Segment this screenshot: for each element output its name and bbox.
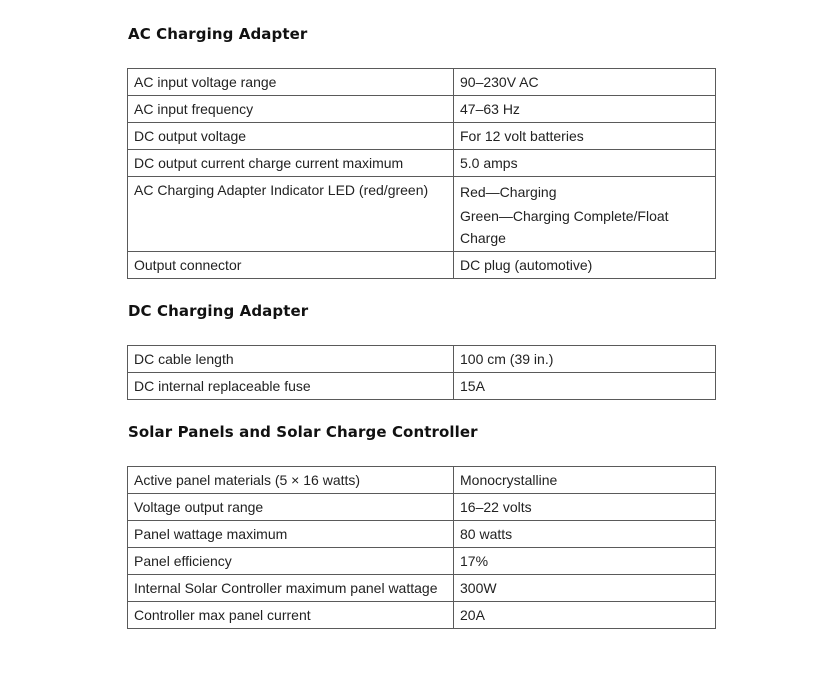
spec-label: Output connector bbox=[128, 252, 454, 279]
spec-value: 300W bbox=[454, 575, 716, 602]
spec-label: Panel wattage maximum bbox=[128, 521, 454, 548]
spec-value: 47–63 Hz bbox=[454, 96, 716, 123]
spec-label: Internal Solar Controller maximum panel wattage bbox=[128, 575, 454, 602]
spec-label: DC internal replaceable fuse bbox=[128, 373, 454, 400]
spec-label: AC Charging Adapter Indicator LED (red/green) bbox=[128, 177, 454, 252]
dc-charging-adapter-table bbox=[127, 345, 716, 400]
spec-label: Voltage output range bbox=[128, 494, 454, 521]
table-row bbox=[128, 602, 716, 629]
spec-value: 17% bbox=[454, 548, 716, 575]
table-row bbox=[128, 252, 716, 279]
spec-value: 90–230V AC bbox=[454, 69, 716, 96]
table-row bbox=[128, 521, 716, 548]
spec-value-line: Green—Charging Complete/Float bbox=[460, 208, 669, 224]
spec-label: AC input voltage range bbox=[128, 69, 454, 96]
spec-value bbox=[454, 177, 716, 252]
table-row bbox=[128, 575, 716, 602]
spec-value-line: Red—Charging bbox=[460, 184, 557, 200]
spec-value-line: Charge bbox=[460, 230, 506, 246]
spec-value: DC plug (automotive) bbox=[454, 252, 716, 279]
spec-label: DC cable length bbox=[128, 346, 454, 373]
section-title-dc-charging-adapter: DC Charging Adapter bbox=[128, 302, 309, 320]
section-title-solar-panels: Solar Panels and Solar Charge Controller bbox=[128, 423, 478, 441]
solar-panels-table bbox=[127, 466, 716, 629]
spec-label: Controller max panel current bbox=[128, 602, 454, 629]
section-title-ac-charging-adapter: AC Charging Adapter bbox=[128, 25, 308, 43]
table-row bbox=[128, 494, 716, 521]
spec-value: Monocrystalline bbox=[454, 467, 716, 494]
spec-value: 20A bbox=[454, 602, 716, 629]
table-row bbox=[128, 548, 716, 575]
table-row bbox=[128, 177, 716, 252]
spec-value: 100 cm (39 in.) bbox=[454, 346, 716, 373]
table-row bbox=[128, 150, 716, 177]
spec-value: 15A bbox=[454, 373, 716, 400]
spec-label: Panel efficiency bbox=[128, 548, 454, 575]
spec-value: 5.0 amps bbox=[454, 150, 716, 177]
ac-charging-adapter-table bbox=[127, 68, 716, 279]
table-row bbox=[128, 346, 716, 373]
spec-value: 16–22 volts bbox=[454, 494, 716, 521]
spec-label: AC input frequency bbox=[128, 96, 454, 123]
spec-value: For 12 volt batteries bbox=[454, 123, 716, 150]
spec-value: 80 watts bbox=[454, 521, 716, 548]
table-row bbox=[128, 96, 716, 123]
table-row bbox=[128, 123, 716, 150]
table-row bbox=[128, 467, 716, 494]
spec-label: Active panel materials (5 × 16 watts) bbox=[128, 467, 454, 494]
spec-label: DC output voltage bbox=[128, 123, 454, 150]
table-row bbox=[128, 373, 716, 400]
spec-label: DC output current charge current maximum bbox=[128, 150, 454, 177]
table-row bbox=[128, 69, 716, 96]
